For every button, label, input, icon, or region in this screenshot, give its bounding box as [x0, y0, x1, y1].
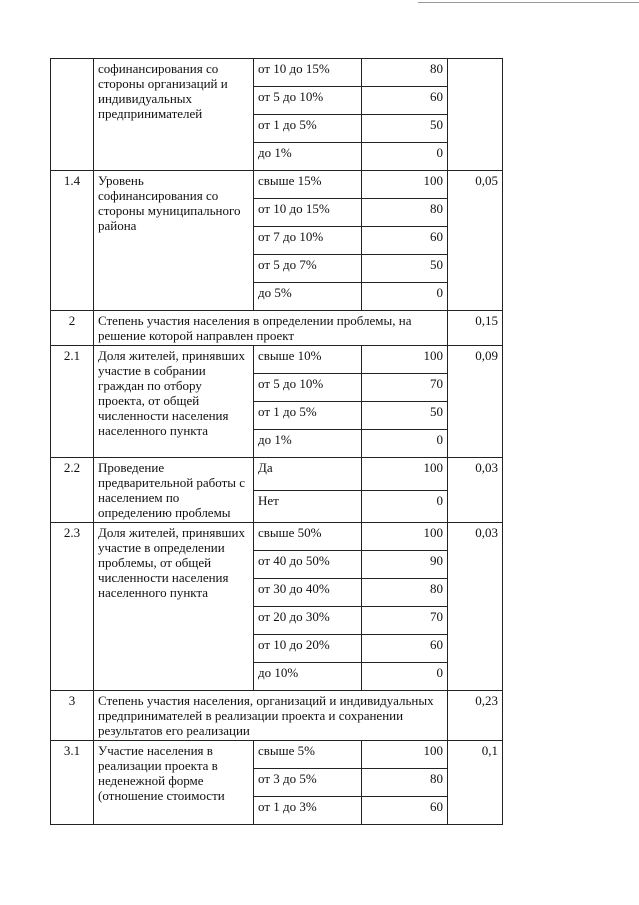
criterion-weight: 0,03	[448, 458, 503, 523]
option-score: 100	[362, 458, 448, 491]
section-weight: 0,23	[448, 691, 503, 741]
option-score: 80	[362, 59, 448, 87]
option-score: 80	[362, 579, 448, 607]
criterion-weight	[448, 59, 503, 171]
option-range: до 1%	[254, 430, 362, 458]
criterion-description: софинансирования со стороны организаций и индивидуальных предпринимателей	[94, 59, 254, 171]
criterion-description: Доля жителей, принявших участие в собрании граждан по отбору проекта, от общей численности населения населенного пункта	[94, 346, 254, 458]
option-score: 70	[362, 374, 448, 402]
criterion-number: 3.1	[51, 741, 94, 825]
section-row	[51, 691, 503, 741]
option-range: до 5%	[254, 283, 362, 311]
option-score: 50	[362, 402, 448, 430]
option-range: от 10 до 15%	[254, 199, 362, 227]
criterion-number: 1.4	[51, 171, 94, 311]
option-range: Да	[254, 458, 362, 491]
criterion-description: Доля жителей, принявших участие в определении проблемы, от общей численности населения населенного пункта	[94, 523, 254, 691]
option-score: 60	[362, 227, 448, 255]
option-range: до 10%	[254, 663, 362, 691]
criterion-number: 2.3	[51, 523, 94, 691]
criteria-table-body	[51, 59, 503, 825]
criterion-option-row	[51, 458, 503, 491]
option-range: от 1 до 3%	[254, 797, 362, 825]
section-title: Степень участия населения, организаций и индивидуальных предпринимателей в реализации проекта и сохранении результатов его реализации	[94, 691, 448, 741]
criterion-option-row	[51, 346, 503, 374]
option-range: от 5 до 10%	[254, 374, 362, 402]
option-score: 0	[362, 490, 448, 523]
section-row	[51, 311, 503, 346]
option-range: от 5 до 7%	[254, 255, 362, 283]
option-range: от 1 до 5%	[254, 402, 362, 430]
option-score: 60	[362, 797, 448, 825]
criterion-option-row	[51, 523, 503, 551]
option-range: от 20 до 30%	[254, 607, 362, 635]
option-score: 100	[362, 171, 448, 199]
option-score: 60	[362, 87, 448, 115]
option-score: 70	[362, 607, 448, 635]
option-score: 50	[362, 255, 448, 283]
criterion-number	[51, 59, 94, 171]
option-score: 50	[362, 115, 448, 143]
option-score: 90	[362, 551, 448, 579]
scan-edge-line	[418, 2, 639, 3]
option-range: от 10 до 20%	[254, 635, 362, 663]
option-range: свыше 5%	[254, 741, 362, 769]
option-range: от 7 до 10%	[254, 227, 362, 255]
option-range: Нет	[254, 490, 362, 523]
criterion-option-row	[51, 59, 503, 87]
criterion-option-row	[51, 171, 503, 199]
option-score: 60	[362, 635, 448, 663]
criterion-weight: 0,09	[448, 346, 503, 458]
option-score: 0	[362, 283, 448, 311]
option-range: от 30 до 40%	[254, 579, 362, 607]
option-score: 0	[362, 430, 448, 458]
criterion-description: Уровень софинансирования со стороны муниципального района	[94, 171, 254, 311]
option-score: 80	[362, 769, 448, 797]
criterion-weight: 0,05	[448, 171, 503, 311]
criterion-number: 2.1	[51, 346, 94, 458]
option-score: 0	[362, 143, 448, 171]
criterion-description: Проведение предварительной работы с населением по определению проблемы	[94, 458, 254, 523]
option-range: свыше 10%	[254, 346, 362, 374]
option-range: от 3 до 5%	[254, 769, 362, 797]
option-score: 100	[362, 523, 448, 551]
section-title: Степень участия населения в определении проблемы, на решение которой направлен проект	[94, 311, 448, 346]
option-range: свыше 15%	[254, 171, 362, 199]
option-score: 100	[362, 346, 448, 374]
option-score: 0	[362, 663, 448, 691]
section-weight: 0,15	[448, 311, 503, 346]
option-range: от 10 до 15%	[254, 59, 362, 87]
option-range: от 1 до 5%	[254, 115, 362, 143]
criterion-option-row	[51, 741, 503, 769]
criterion-number: 2.2	[51, 458, 94, 523]
option-score: 100	[362, 741, 448, 769]
criterion-weight: 0,03	[448, 523, 503, 691]
section-number: 2	[51, 311, 94, 346]
section-number: 3	[51, 691, 94, 741]
option-range: свыше 50%	[254, 523, 362, 551]
option-range: от 5 до 10%	[254, 87, 362, 115]
option-score: 80	[362, 199, 448, 227]
criteria-table	[50, 58, 503, 825]
option-range: от 40 до 50%	[254, 551, 362, 579]
option-range: до 1%	[254, 143, 362, 171]
criterion-weight: 0,1	[448, 741, 503, 825]
criterion-description: Участие населения в реализации проекта в неденежной форме (отношение стоимости	[94, 741, 254, 825]
